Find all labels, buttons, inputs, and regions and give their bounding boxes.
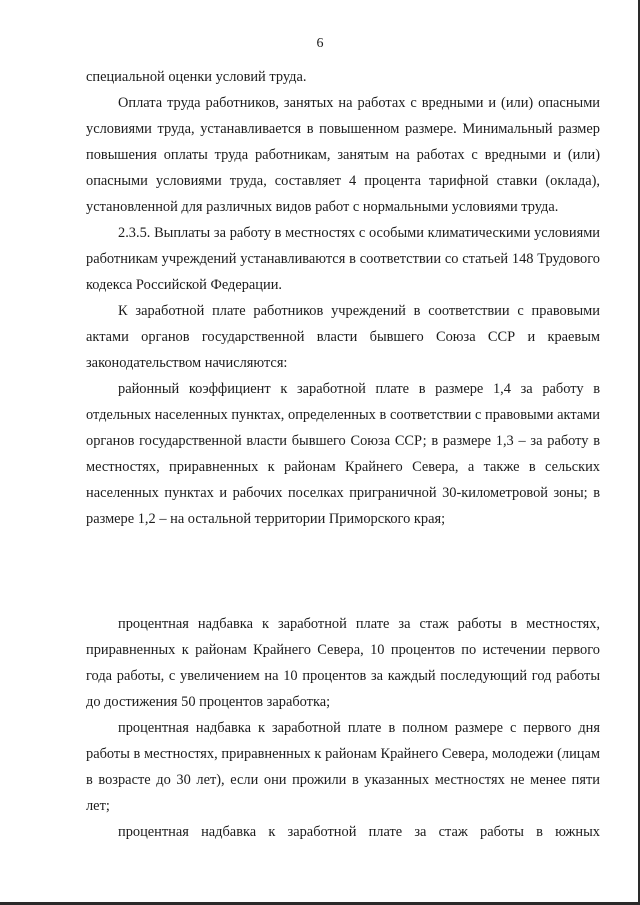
paragraph-section-2-3-5: 2.3.5. Выплаты за работу в местностях с особыми климатическими условиями работникам учреждений устанавливаются в соответствии со статьей 148 Трудового кодекса Российской Федерации.: [86, 225, 600, 293]
text-block-top: [86, 64, 600, 532]
paragraph-youth-allowance: процентная надбавка к заработной плате в полном размере с первого дня работы в местностях, приравненных к районам Крайнего Севера, молодежи (лицам в возрасте до 30 лет), если они прожили в указанных местностях не менее пяти лет;: [86, 720, 600, 814]
paragraph-regional-coefficient: районный коэффициент к заработной плате в размере 1,4 за работу в отдельных населенных пунктах, определенных в соответствии с правовыми актами органов государственной власти бывшего Союза ССР; в размере 1,3 – за работу в местностях, приравненных к районам Крайнего Севера, а также в сельских населенных пунктах и рабочих поселках приграничной 30-километровой зоны; в размере 1,2 – на остальной территории Приморского края;: [86, 381, 600, 527]
paragraph-north-allowance: процентная надбавка к заработной плате за стаж работы в местностях, приравненных к районам Крайнего Севера, 10 процентов по истечении первого года работы, с увеличением на 10 процентов за каждый последующий год работы до достижения 50 процентов заработка;: [86, 616, 600, 710]
text-block-bottom: [86, 611, 600, 845]
paragraph-continuation: специальной оценки условий труда.: [86, 69, 307, 85]
paragraph-accruals-intro: К заработной плате работников учреждений в соответствии с правовыми актами органов государственной власти бывшего Союза ССР и краевым законодательством начисляются:: [86, 303, 600, 371]
page-number: 6: [316, 36, 324, 51]
paragraph-south-allowance: процентная надбавка к заработной плате за стаж работы в южных: [118, 824, 600, 840]
paragraph-hazard-pay: Оплата труда работников, занятых на работах с вредными и (или) опасными условиями труда, устанавливается в повышенном размере. Минимальный размер повышения оплаты труда работникам, занятым на работах с вредными и (или) опасными условиями труда, составляет 4 процента тарифной ставки (оклада), установленной для различных видов работ с нормальными условиями труда.: [86, 95, 600, 215]
